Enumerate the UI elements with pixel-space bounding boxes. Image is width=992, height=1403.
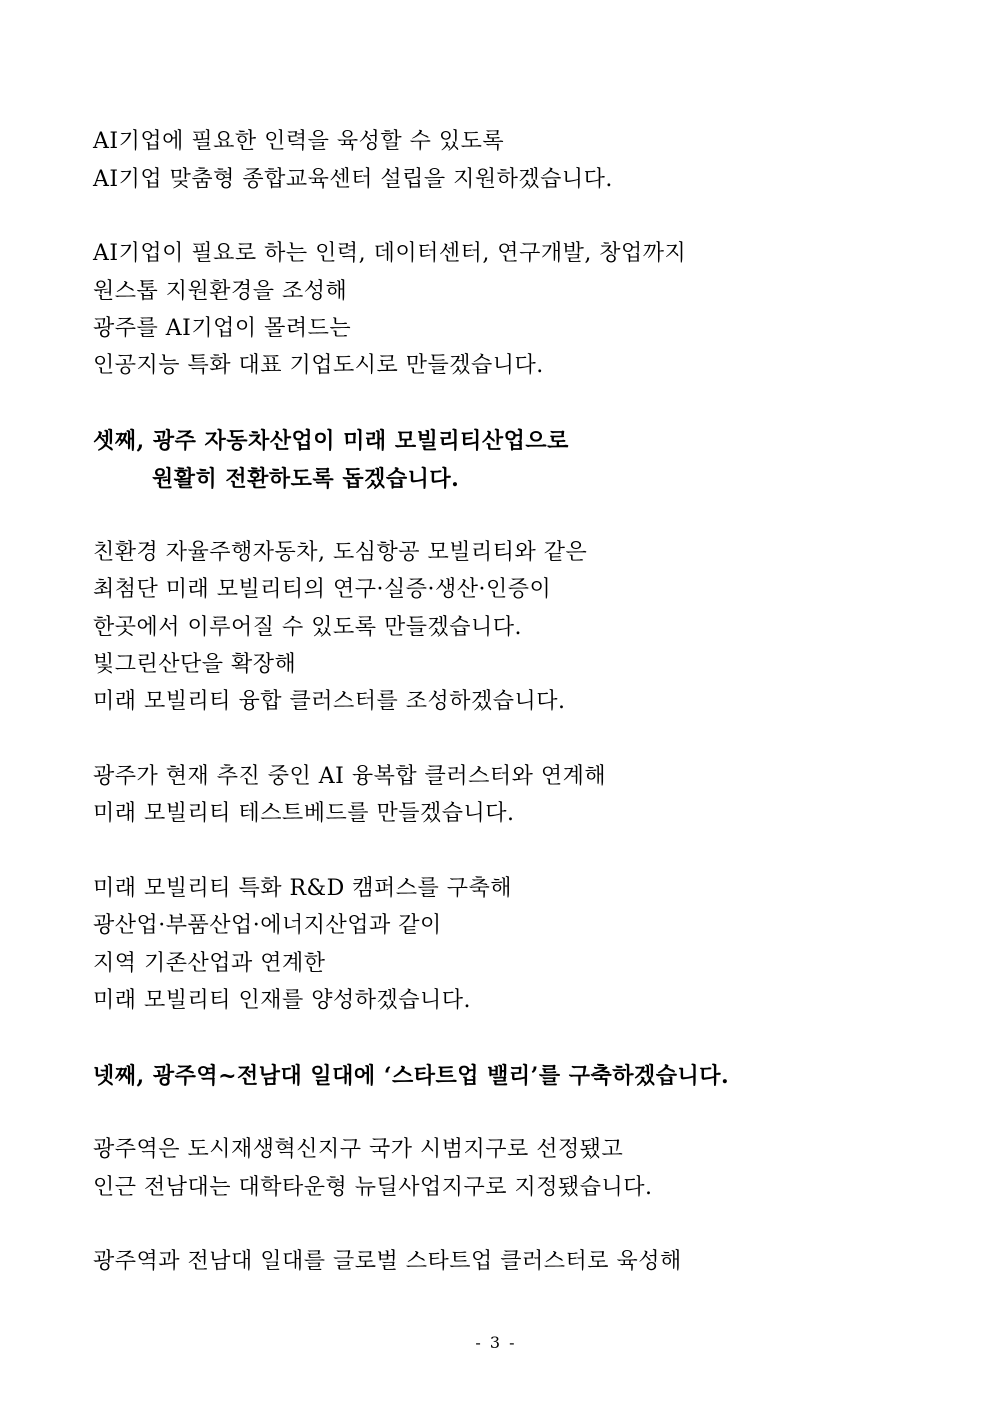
text-line: 미래 모빌리티 특화 R&D 캠퍼스를 구축해 bbox=[93, 876, 513, 901]
text-line: 인근 전남대는 대학타운형 뉴딜사업지구로 지정됐습니다. bbox=[93, 1175, 653, 1200]
text-line: 미래 모빌리티 융합 클러스터를 조성하겠습니다. bbox=[93, 689, 566, 714]
section-heading-continued: 원활히 전환하도록 돕겠습니다. bbox=[152, 466, 460, 492]
text-line: 광주역은 도시재생혁신지구 국가 시범지구로 선정됐고 bbox=[93, 1137, 624, 1162]
text-line: 지역 기존산업과 연계한 bbox=[93, 951, 326, 976]
text-line: 빛그린산단을 확장해 bbox=[93, 652, 297, 677]
text-line: 원스톱 지원환경을 조성해 bbox=[93, 279, 348, 304]
text-line: AI기업 맞춤형 종합교육센터 설립을 지원하겠습니다. bbox=[93, 167, 613, 192]
text-line: 한곳에서 이루어질 수 있도록 만들겠습니다. bbox=[93, 615, 523, 640]
page-number: - 3 - bbox=[475, 1333, 517, 1352]
text-line: 광주를 AI기업이 몰려드는 bbox=[93, 316, 352, 341]
section-heading: 넷째, 광주역~전남대 일대에 ‘스타트업 밸리’를 구축하겠습니다. bbox=[93, 1063, 730, 1089]
text-line: 광주가 현재 추진 중인 AI 융복합 클러스터와 연계해 bbox=[93, 764, 607, 789]
text-line: 미래 모빌리티 인재를 양성하겠습니다. bbox=[93, 988, 472, 1013]
text-line: 최첨단 미래 모빌리티의 연구·실증·생산·인증이 bbox=[93, 577, 552, 602]
section-heading: 셋째, 광주 자동차산업이 미래 모빌리티산업으로 bbox=[93, 428, 569, 454]
text-line: 친환경 자율주행자동차, 도심항공 모빌리티와 같은 bbox=[93, 540, 588, 565]
text-line: 광주역과 전남대 일대를 글로벌 스타트업 클러스터로 육성해 bbox=[93, 1249, 682, 1274]
text-line: 미래 모빌리티 테스트베드를 만들겠습니다. bbox=[93, 801, 515, 826]
text-line: 광산업·부품산업·에너지산업과 같이 bbox=[93, 913, 442, 938]
text-line: AI기업에 필요한 인력을 육성할 수 있도록 bbox=[93, 129, 505, 154]
text-line: AI기업이 필요로 하는 인력, 데이터센터, 연구개발, 창업까지 bbox=[93, 241, 687, 266]
text-line: 인공지능 특화 대표 기업도시로 만들겠습니다. bbox=[93, 353, 544, 378]
